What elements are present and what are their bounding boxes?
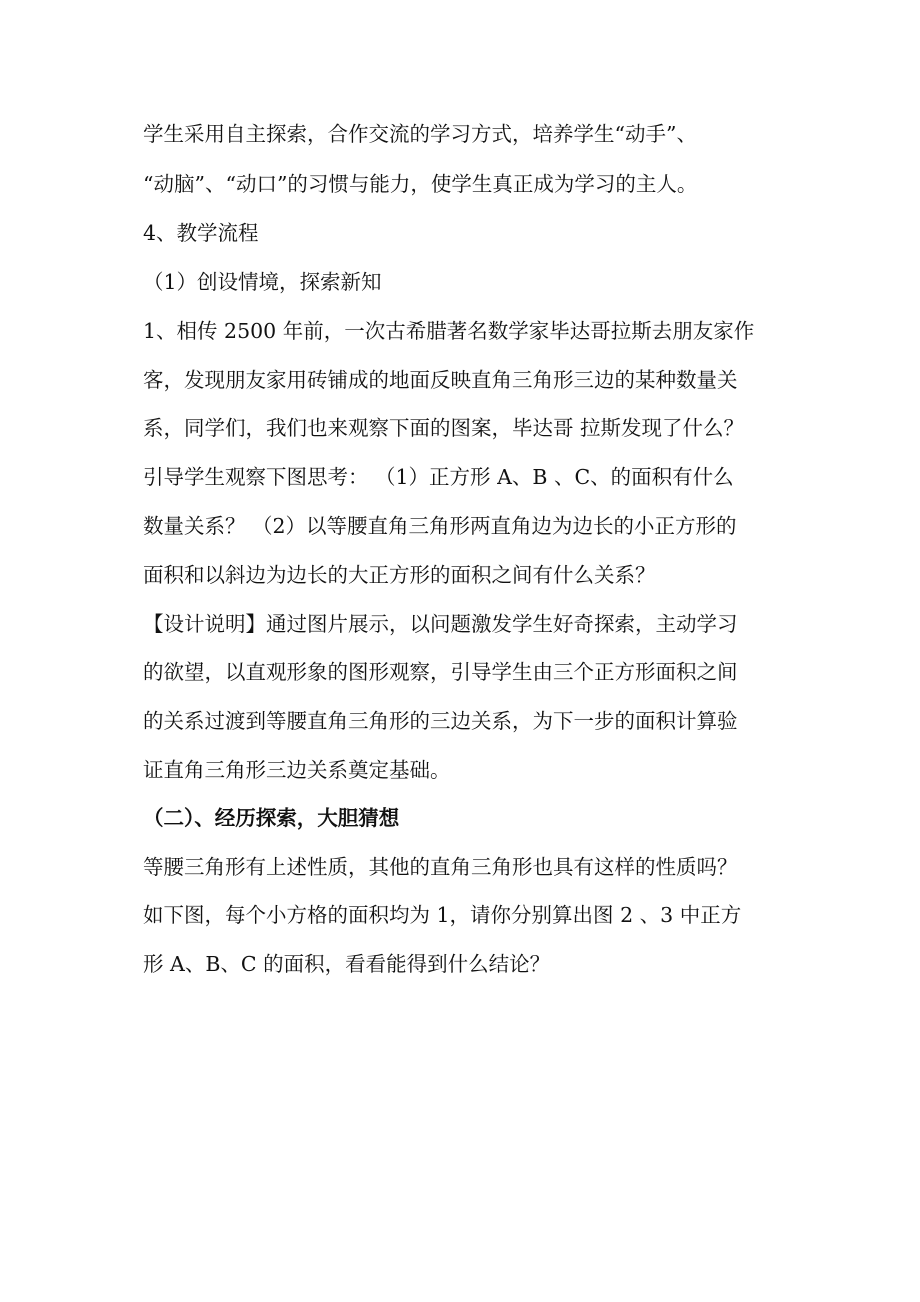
section-heading: 4、教学流程	[143, 221, 259, 245]
paragraph-line: 形 A、B、C 的面积，看看能得到什么结论？	[143, 952, 551, 976]
design-note-line: 证直角三角形三边关系奠定基础。	[143, 758, 451, 782]
paragraph-line: 如下图，每个小方格的面积均为 1，请你分别算出图 2 、3 中正方	[143, 903, 742, 927]
paragraph-line: “动脑”、“动口”的习惯与能力，使学生真正成为学习的主人。	[143, 172, 698, 196]
paragraph-line: 系，同学们，我们也来观察下面的图案，毕达哥 拉斯发现了什么？	[143, 416, 745, 440]
design-note-line: 的欲望，以直观形象的图形观察，引导学生由三个正方形面积之间	[143, 660, 738, 684]
subsection-heading: （1）创设情境，探索新知	[143, 270, 382, 294]
section-heading-bold: （二）、经历探索，大胆猜想	[143, 806, 400, 830]
paragraph-line: 引导学生观察下图思考： （1）正方形 A、B 、C、的面积有什么	[143, 465, 734, 489]
paragraph-line: 1、相传 2500 年前，一次古希腊著名数学家毕达哥拉斯去朋友家作	[143, 319, 755, 343]
design-note-line: 【设计说明】通过图片展示，以问题激发学生好奇探索，主动学习	[143, 612, 738, 636]
paragraph-line: 学生采用自主探索，合作交流的学习方式，培养学生“动手”、	[143, 122, 697, 146]
paragraph-line: 客，发现朋友家用砖铺成的地面反映直角三角形三边的某种数量关	[143, 368, 738, 392]
paragraph-line: 面积和以斜边为边长的大正方形的面积之间有什么关系？	[143, 563, 656, 587]
design-note-line: 的关系过渡到等腰直角三角形的三边关系，为下一步的面积计算验	[143, 709, 738, 733]
paragraph-line: 等腰三角形有上述性质，其他的直角三角形也具有这样的性质吗？	[143, 855, 738, 879]
paragraph-line: 数量关系？ （2）以等腰直角三角形两直角边为边长的小正方形的	[143, 514, 737, 538]
